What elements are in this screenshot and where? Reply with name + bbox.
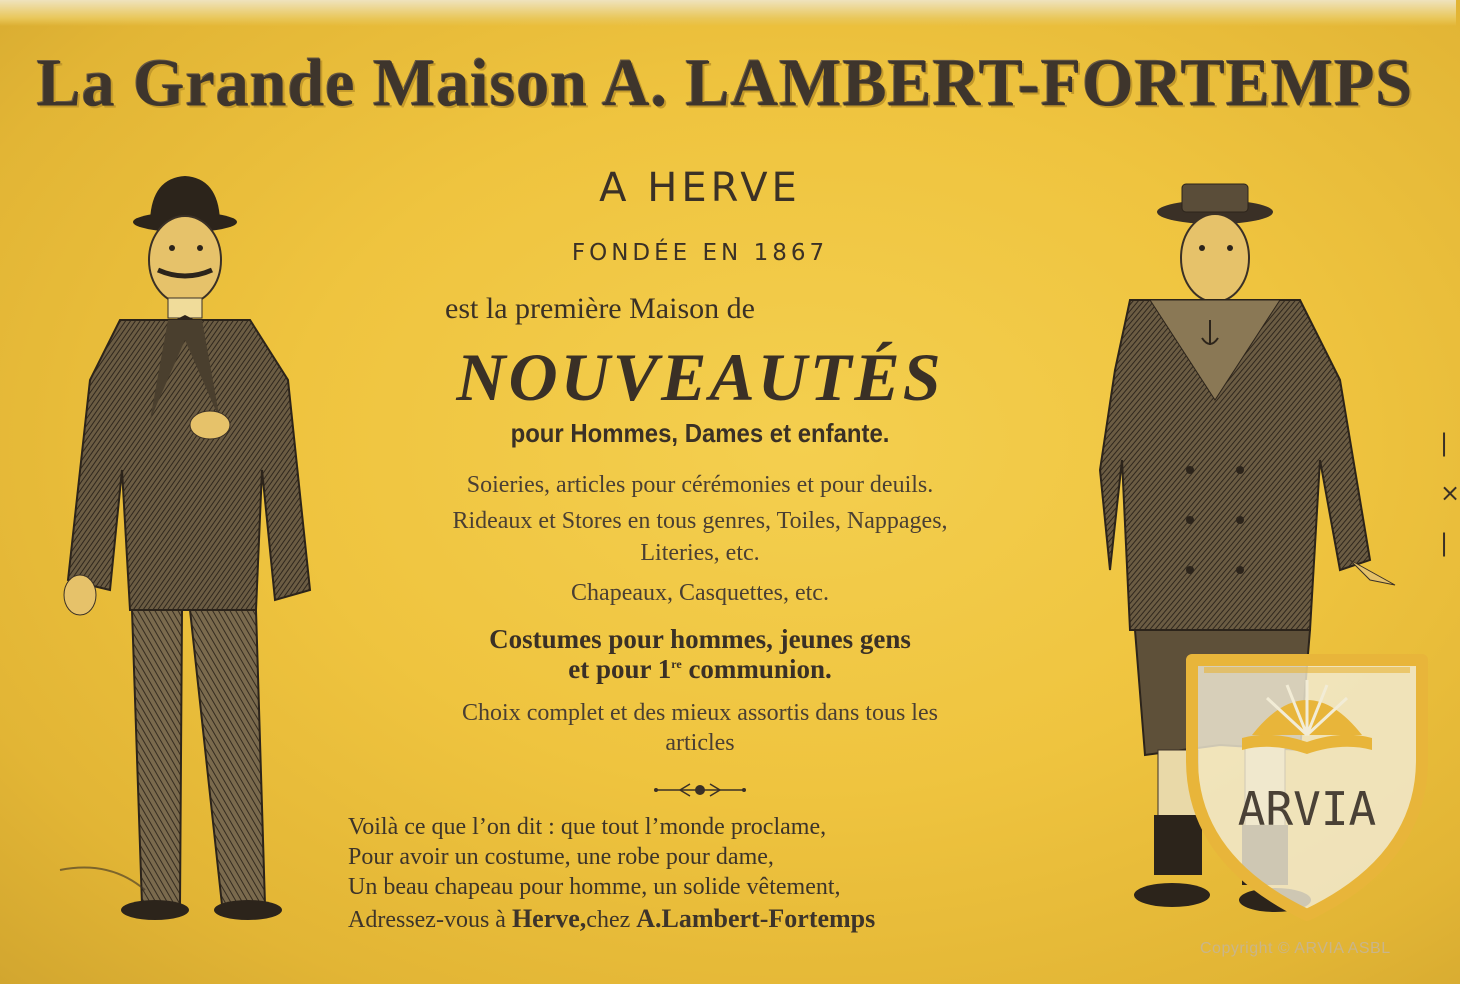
side-mark-2: × — [1440, 479, 1460, 507]
copyright-notice: Copyright © ARVIA ASBL — [1200, 940, 1391, 957]
nouveautes-title: NOUVEAUTÉS — [456, 339, 944, 415]
man-in-suit-illustration-icon — [50, 170, 340, 930]
costumes-line-1: Costumes pour hommes, jeunes gens — [489, 624, 911, 654]
side-marks — [1440, 418, 1460, 568]
choix-line-1: Choix complet et des mieux assortis dans tous les — [462, 700, 938, 726]
audience-line: pour Hommes, Dames et enfante. — [510, 418, 890, 448]
poem-line-3: Un beau chapeau pour homme, un solide vêtement, — [348, 874, 841, 900]
advertisement-headline: La Grande Maison A. LAMBERT-FORTEMPS — [36, 46, 1414, 121]
ornamental-divider-icon — [650, 778, 750, 802]
product-line-2: Rideaux et Stores en tous genres, Toiles, Nappages, — [452, 508, 948, 534]
product-line-1: Soieries, articles pour cérémonies et pour deuils. — [466, 472, 934, 498]
logo-text: ARVIA — [1237, 782, 1377, 836]
side-mark-3: | — [1440, 529, 1449, 557]
costumes-line-2: et pour 1re communion. — [568, 654, 832, 684]
side-mark-1: | — [1440, 429, 1449, 457]
arvia-shield-logo-icon — [1172, 640, 1442, 925]
product-line-3: Literies, etc. — [640, 540, 760, 566]
page-top-edge — [0, 0, 1456, 26]
choix-line-2: articles — [665, 730, 735, 756]
product-line-4: Chapeaux, Casquettes, etc. — [571, 580, 829, 606]
poem-line-4: Adressez-vous à Herve,chez A.Lambert-Fortemps — [348, 904, 876, 933]
poem-line-1: Voilà ce que l’on dit : que tout l’monde proclame, — [348, 814, 827, 840]
intro-line: est la première Maison de — [445, 292, 755, 325]
location-title: A HERVE — [599, 165, 801, 211]
founded-line: FONDÉE EN 1867 — [571, 240, 829, 266]
poem-line-2: Pour avoir un costume, une robe pour dame, — [348, 844, 774, 870]
